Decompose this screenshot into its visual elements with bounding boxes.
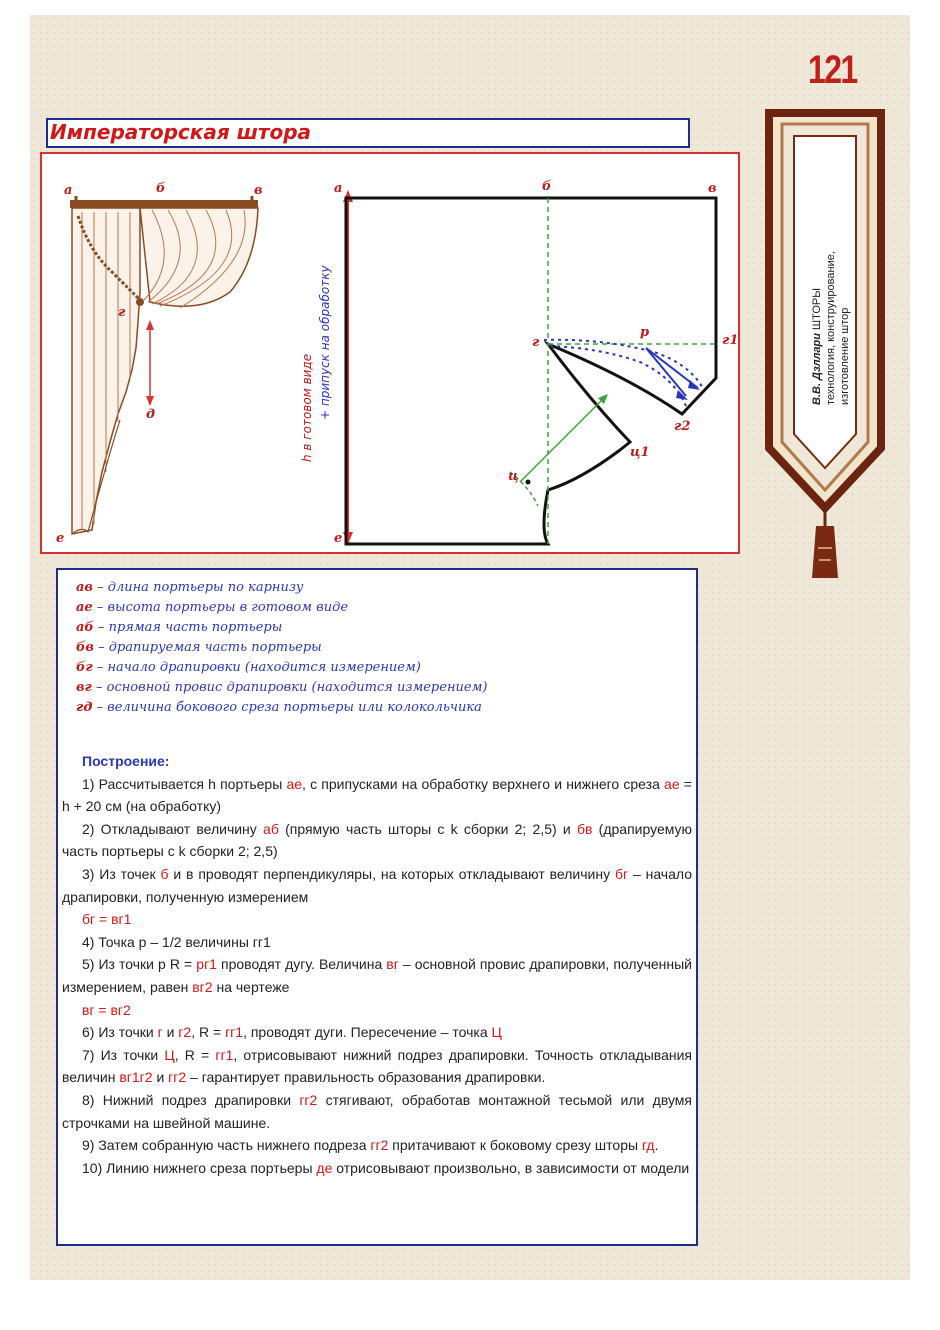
legend-item: вг – основной провис драпировки (находится измерением) <box>76 680 488 695</box>
right-label-a: а <box>334 181 343 196</box>
formula-1: бг = вг1 <box>82 911 132 928</box>
right-label-c1: ц1 <box>630 445 650 460</box>
step-1: 1) Рассчитывается h портьеры ае, с припусками на обработку верхнего и нижнего среза ае = h + 20 см (на обработку) <box>62 775 692 815</box>
step-4: 4) Точка р – 1/2 величины гг1 <box>82 933 271 950</box>
left-label-b: б <box>156 181 166 196</box>
step-8: 8) Нижний подрез драпировки гг2 стягивают, обработав монтажной тесьмой или двумя строчками на швейной машине. <box>62 1091 693 1131</box>
legend-item: ав – длина портьеры по карнизу <box>76 580 304 595</box>
step-5: 5) Из точки р R = рг1 проводят дугу. Величина вг – основной провис драпировки, полученный измерением, равен вг2 на чертеже <box>62 956 693 995</box>
step-9: 9) Затем собранную часть нижнего подреза гг2 притачивают к боковому срезу шторы гд. <box>82 1137 659 1154</box>
right-label-g2: г2 <box>674 419 691 434</box>
book-credit <box>810 215 852 405</box>
right-label-p: р <box>640 325 650 340</box>
pattern-drawing <box>343 190 716 544</box>
right-label-e: е <box>334 531 343 546</box>
left-label-a: а <box>64 183 73 198</box>
pattern-figure <box>40 152 740 554</box>
legend-item: бг – начало драпировки (находится измерением) <box>76 660 421 675</box>
construction-heading: Построение: <box>82 753 170 769</box>
construction-text <box>62 750 692 1179</box>
step-6: 6) Из точки г и г2, R = гг1, проводят дуги. Пересечение – точка Ц <box>82 1024 502 1041</box>
legend <box>76 578 676 718</box>
left-label-e: е <box>56 531 65 546</box>
right-label-b: б <box>542 179 552 194</box>
legend-item: бв – драпируемая часть портьеры <box>76 640 322 655</box>
curtain-illustration <box>70 196 258 534</box>
book-title: ШТОРЫ <box>811 288 823 330</box>
step-7: 7) Из точки Ц, R = гг1, отрисовывают нижний подрез драпировки. Точность откладывания величин вг1г2 и гг2 – гарантирует правильность образования драпировки. <box>62 1046 692 1086</box>
legend-item: гд – величина бокового среза портьеры или колокольчика <box>76 700 482 715</box>
step-2: 2) Откладывают величину аб (прямую часть шторы с k сборки 2; 2,5) и бв (драпируемую часть портьеры с k сборки 2; 2,5) <box>62 820 693 860</box>
formula-2: вг = вг2 <box>82 1001 131 1018</box>
step-10: 10) Линию нижнего среза портьеры де отрисовывают произвольно, в зависимости от модели <box>82 1159 690 1176</box>
book-subtitle: технология, конструирование, изготовление штор <box>825 251 851 405</box>
left-label-g: г <box>118 305 126 320</box>
right-label-c: ц <box>508 469 519 484</box>
right-label-g: г <box>532 335 540 350</box>
left-label-v: в <box>254 183 263 198</box>
book-author: В.В. Дзллари <box>811 333 823 405</box>
right-label-v: в <box>708 181 717 196</box>
page-title: Императорская штора <box>50 120 312 144</box>
left-label-d: д <box>146 407 156 422</box>
allowance-label: + припуск на обработку <box>318 265 332 420</box>
legend-item: аб – прямая часть портьеры <box>76 620 283 635</box>
right-label-g1: г1 <box>722 333 739 348</box>
legend-item: ае – высота портьеры в готовом виде <box>76 600 349 615</box>
step-3: 3) Из точек б и в проводят перпендикуляры, на которых откладывают величину бг – начало драпировки, полученную измерением <box>62 865 692 905</box>
page-number: 121 <box>808 48 857 92</box>
height-label: h в готовом виде <box>300 353 314 462</box>
